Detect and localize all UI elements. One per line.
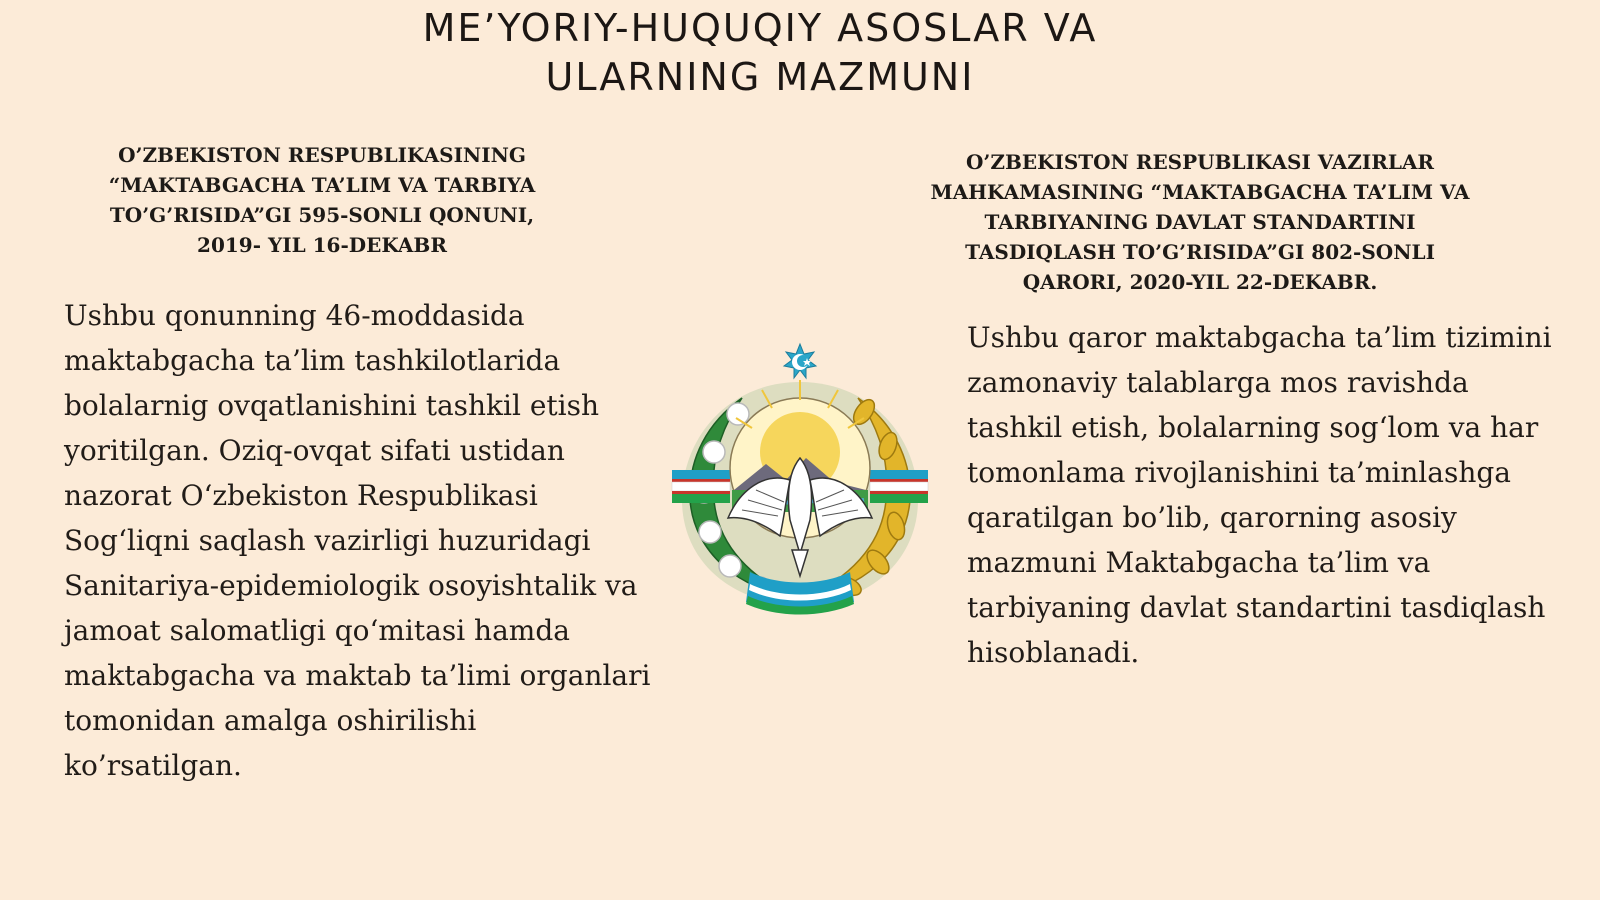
- law-heading-line: “MAKTABGACHA TA’LIM VA TARBIYA: [108, 173, 536, 197]
- resolution-heading-line: QARORI, 2020-YIL 22-DEKABR.: [1022, 270, 1378, 294]
- resolution-description-line: hisoblanadi.: [967, 636, 1140, 669]
- resolution-heading-line: TARBIYANING DAVLAT STANDARTINI: [984, 210, 1416, 234]
- law-heading-line: TO’G’RISIDA”GI 595-SONLI QONUNI,: [109, 203, 535, 227]
- law-description-line: Sog‘liqni saqlash vazirligi huzuridagi: [64, 524, 591, 557]
- law-description-line: yoritilgan. Oziq-ovqat sifati ustidan: [64, 434, 565, 467]
- resolution-description-line: qaratilgan bo’lib, qarorning asosiy: [967, 501, 1457, 534]
- resolution-description-line: tarbiyaning davlat standartini tasdiqlash: [967, 591, 1546, 624]
- resolution-heading-line: O’ZBEKISTON RESPUBLIKASI VAZIRLAR: [965, 150, 1435, 174]
- page-title-line-2: ULARNING MAZMUNI: [545, 55, 975, 99]
- law-heading-line: O’ZBEKISTON RESPUBLIKASINING: [118, 143, 526, 167]
- law-description-line: ko’rsatilgan.: [64, 749, 242, 782]
- state-emblem-uzbekistan-icon: [668, 340, 932, 622]
- resolution-heading-line: MAHKAMASINING “MAKTABGACHA TA’LIM VA: [930, 180, 1470, 204]
- law-description-line: nazorat O‘zbekiston Respublikasi: [64, 479, 538, 512]
- law-description-line: Ushbu qonunning 46-moddasida: [64, 299, 525, 332]
- law-description-line: jamoat salomatligi qo‘mitasi hamda: [64, 614, 570, 647]
- resolution-description-line: tashkil etish, bolalarning sog‘lom va har: [967, 411, 1539, 444]
- law-description-line: maktabgacha ta’lim tashkilotlarida: [64, 344, 561, 377]
- law-description-line: Sanitariya-epidemiologik osoyishtalik va: [64, 569, 638, 602]
- page-title-line-1: ME’YORIY-HUQUQIY ASOSLAR VA: [422, 6, 1098, 50]
- law-heading-line: 2019- YIL 16-DEKABR: [197, 233, 447, 257]
- law-description: [64, 293, 650, 788]
- resolution-description-line: Ushbu qaror maktabgacha ta’lim tizimini: [967, 321, 1552, 354]
- page-title: [0, 4, 1520, 102]
- resolution-heading: [880, 147, 1520, 297]
- law-description-line: bolalarnig ovqatlanishini tashkil etish: [64, 389, 600, 422]
- law-description-line: tomonidan amalga oshirilishi: [64, 704, 477, 737]
- resolution-description-line: zamonaviy talablarga mos ravishda: [967, 366, 1469, 399]
- resolution-description-line: mazmuni Maktabgacha ta’lim va: [967, 546, 1431, 579]
- resolution-description: [967, 315, 1552, 675]
- resolution-description-line: tomonlama rivojlanishini ta’minlashga: [967, 456, 1511, 489]
- law-heading: [62, 140, 582, 260]
- resolution-heading-line: TASDIQLASH TO’G’RISIDA”GI 802-SONLI: [965, 240, 1435, 264]
- law-description-line: maktabgacha va maktab ta’limi organlari: [64, 659, 651, 692]
